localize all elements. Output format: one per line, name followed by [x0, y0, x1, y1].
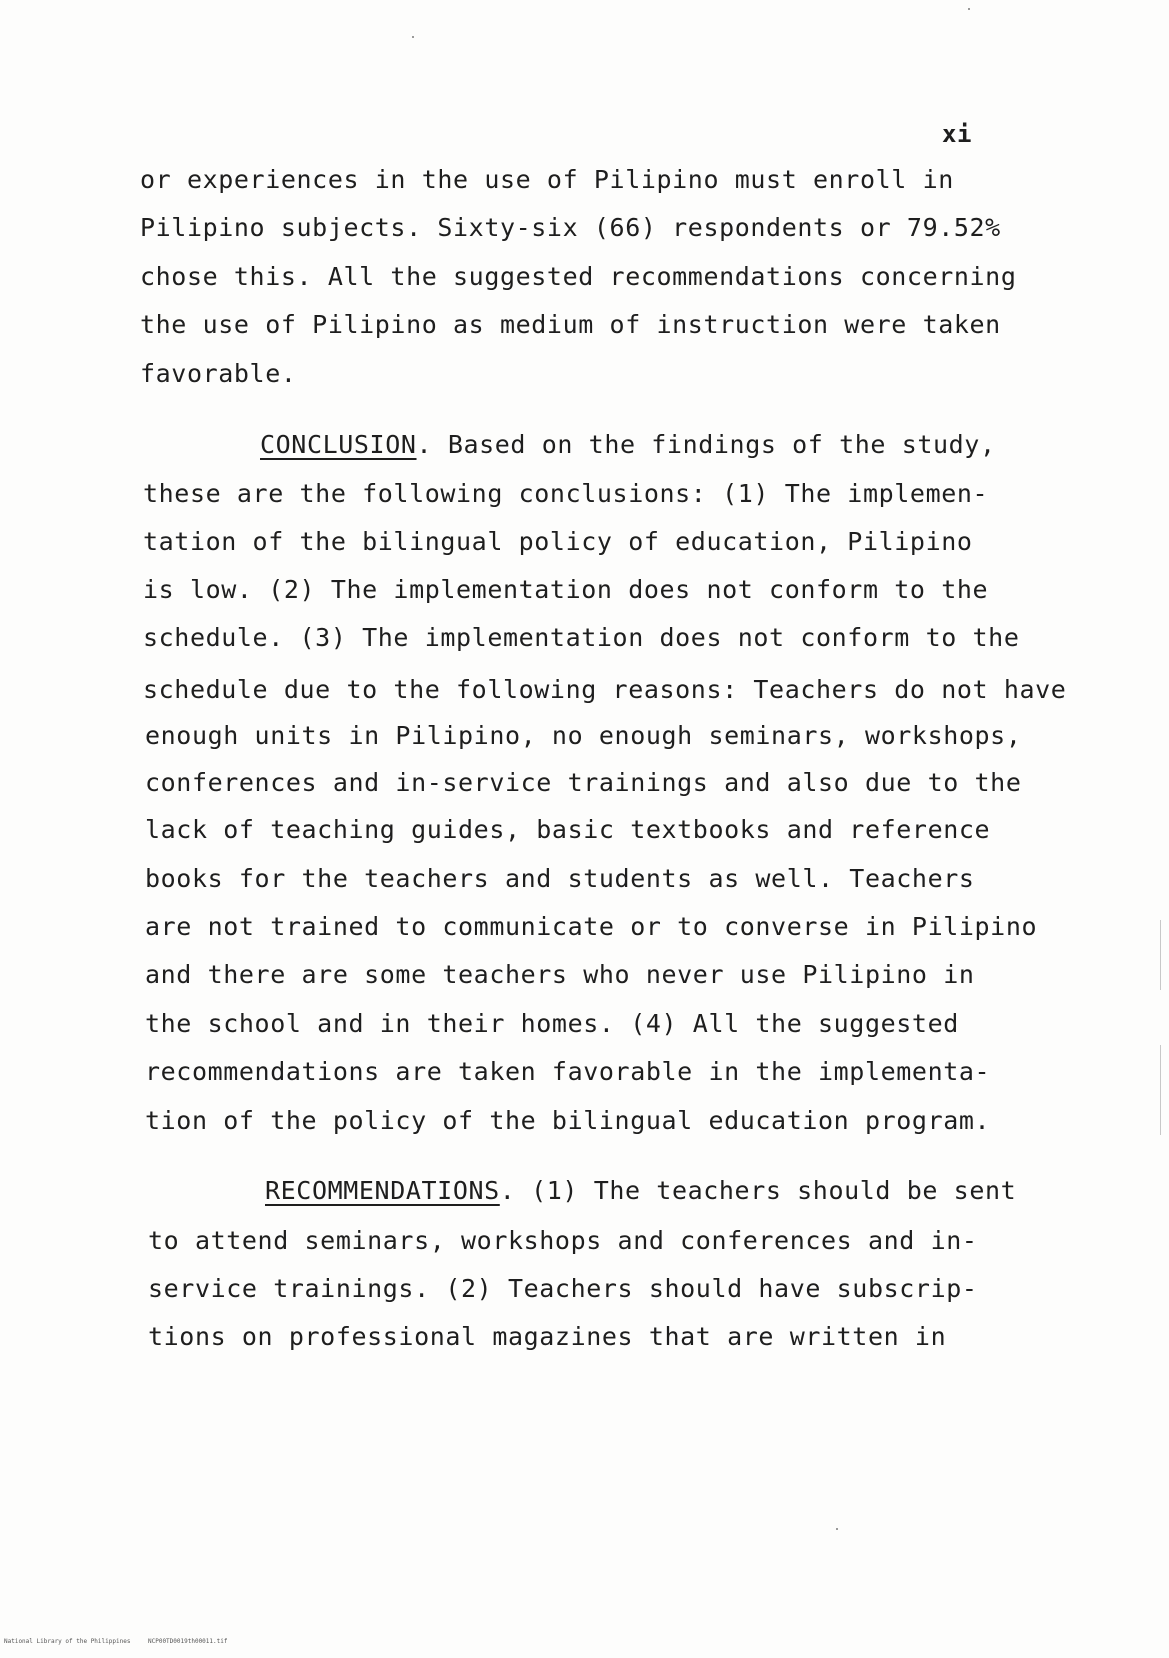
body-line: schedule due to the following reasons: Teachers do not have [143, 675, 1067, 704]
body-line: and there are some teachers who never use Pilipino in [145, 960, 975, 989]
body-line: or experiences in the use of Pilipino must enroll in [140, 165, 954, 194]
conclusion-heading: CONCLUSION [260, 430, 417, 459]
page-number: xi [942, 120, 973, 148]
body-line: tions on professional magazines that are written in [148, 1322, 947, 1351]
recommendations-heading: RECOMMENDATIONS [265, 1176, 500, 1205]
body-line: . Based on the findings of the study, [416, 430, 996, 459]
body-line: . (1) The teachers should be sent [499, 1176, 1017, 1205]
body-line: chose this. All the suggested recommendations concerning [140, 262, 1017, 291]
body-line: enough units in Pilipino, no enough seminars, workshops, [145, 721, 1022, 750]
scan-edge-mark [1160, 1045, 1161, 1135]
body-line: Pilipino subjects. Sixty-six (66) respondents or 79.52% [140, 213, 1001, 242]
body-line: favorable. [140, 359, 297, 388]
recommendations-paragraph-start [265, 1176, 1016, 1206]
body-line: is low. (2) The implementation does not conform to the [143, 575, 989, 604]
scan-speck [412, 36, 414, 38]
footer-library-credit: National Library of the Philippines [4, 1638, 131, 1645]
body-line: are not trained to communicate or to converse in Pilipino [145, 912, 1038, 941]
body-line: recommendations are taken favorable in the implementa- [145, 1057, 991, 1086]
footer-filename: NCP00TD0019th00011.tif [148, 1638, 228, 1645]
body-line: conferences and in-service trainings and also due to the [145, 768, 1022, 797]
body-line: tation of the bilingual policy of education, Pilipino [143, 527, 973, 556]
body-line: lack of teaching guides, basic textbooks and reference [145, 815, 991, 844]
body-line: the use of Pilipino as medium of instruction were taken [140, 310, 1001, 339]
body-line: these are the following conclusions: (1) The implemen- [143, 479, 989, 508]
body-line: service trainings. (2) Teachers should have subscrip- [148, 1274, 978, 1303]
body-line: schedule. (3) The implementation does not conform to the [143, 623, 1020, 652]
scan-speck [836, 1528, 838, 1530]
scan-edge-mark [1160, 920, 1161, 990]
scan-speck [968, 8, 970, 10]
conclusion-paragraph-start [260, 430, 996, 460]
body-line: books for the teachers and students as well. Teachers [145, 864, 975, 893]
body-line: to attend seminars, workshops and conferences and in- [148, 1226, 978, 1255]
body-line: tion of the policy of the bilingual education program. [145, 1106, 991, 1135]
body-line: the school and in their homes. (4) All the suggested [145, 1009, 959, 1038]
